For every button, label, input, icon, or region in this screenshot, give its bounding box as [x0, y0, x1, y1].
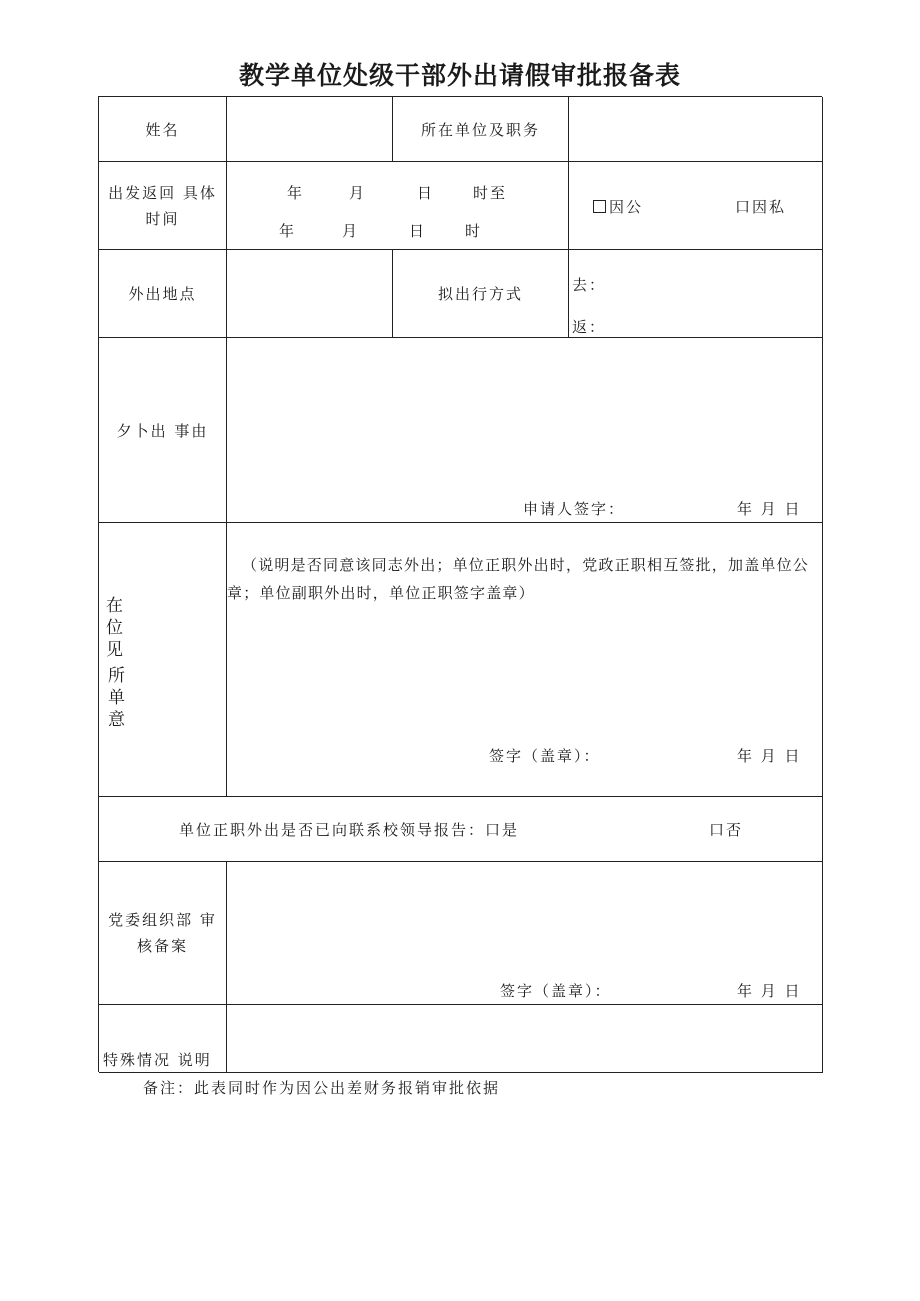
- private-option[interactable]: 口因私: [735, 198, 787, 216]
- time-start-hour: 时至: [473, 184, 508, 202]
- time-end-month: 月: [342, 222, 360, 240]
- unit-signature-label: 签字（盖章）：: [489, 747, 601, 765]
- unit-opinion-label-col1: 在 位 见: [106, 596, 123, 660]
- org-dept-label-cell: [99, 862, 227, 1005]
- report-cell: [99, 797, 823, 862]
- time-end-hour: 时: [465, 222, 483, 240]
- form-title: 教学单位处级干部外出请假审批报备表: [238, 61, 681, 90]
- unit-opinion-field[interactable]: [227, 523, 823, 797]
- name-label-cell: [99, 97, 227, 162]
- time-field[interactable]: [227, 162, 569, 250]
- unit-position-label-cell: [393, 97, 569, 162]
- public-option[interactable]: 因公: [593, 196, 643, 217]
- purpose-type-cell: [569, 162, 823, 250]
- org-dept-field[interactable]: [227, 862, 823, 1005]
- place-label: 外出地点: [128, 285, 197, 303]
- org-dept-date: 年 月 日: [737, 982, 802, 1000]
- time-start-year: 年: [287, 184, 305, 202]
- time-start-day: 日: [417, 184, 435, 202]
- applicant-signature-label: 申请人签字：: [523, 500, 626, 518]
- special-label: 特殊情况 说明: [103, 1051, 212, 1069]
- unit-opinion-instructions: （说明是否同意该同志外出；单位正职外出时，党政正职相互签批，加盖单位公章；单位副职外出时，单位正职签字盖章）: [227, 556, 810, 602]
- transport-label-cell: [393, 250, 569, 338]
- place-field[interactable]: [227, 250, 393, 338]
- special-field[interactable]: [227, 1005, 823, 1073]
- time-label-cell: [99, 162, 227, 250]
- transport-go-label: 去：: [572, 276, 607, 294]
- public-checkbox-icon[interactable]: [593, 200, 606, 213]
- transport-field[interactable]: [569, 250, 823, 338]
- unit-opinion-label-col2: 所 单 意: [108, 666, 125, 730]
- footnote: 备注：此表同时作为因公出差财务报销审批依据: [143, 1079, 501, 1097]
- reason-label: 夕卜出 事由: [116, 421, 209, 440]
- transport-return-label: 返：: [572, 318, 607, 336]
- report-no-option[interactable]: 口否: [709, 821, 744, 839]
- reason-field[interactable]: [227, 338, 823, 523]
- special-label-cell: [99, 1005, 227, 1073]
- reason-label-cell: [99, 338, 227, 523]
- applicant-date: 年 月 日: [737, 500, 802, 518]
- place-label-cell: [99, 250, 227, 338]
- report-question[interactable]: 单位正职外出是否已向联系校领导报告：口是: [179, 821, 520, 839]
- time-end-year: 年: [279, 222, 297, 240]
- unit-opinion-date: 年 月 日: [737, 747, 802, 765]
- name-label: 姓名: [145, 120, 180, 139]
- unit-opinion-label-cell: [99, 523, 227, 797]
- unit-position-label: 所在单位及职务: [420, 120, 540, 139]
- time-end-day: 日: [409, 222, 427, 240]
- transport-label: 拟出行方式: [437, 285, 523, 303]
- org-dept-label: 党委组织部 审核备案: [108, 911, 217, 955]
- name-field[interactable]: [227, 97, 393, 162]
- time-start-month: 月: [349, 184, 367, 202]
- approval-form: [98, 96, 822, 1072]
- time-label: 出发返回 具体时间: [108, 183, 217, 228]
- org-dept-signature-label: 签字（盖章）：: [500, 982, 612, 1000]
- unit-position-field[interactable]: [569, 97, 823, 162]
